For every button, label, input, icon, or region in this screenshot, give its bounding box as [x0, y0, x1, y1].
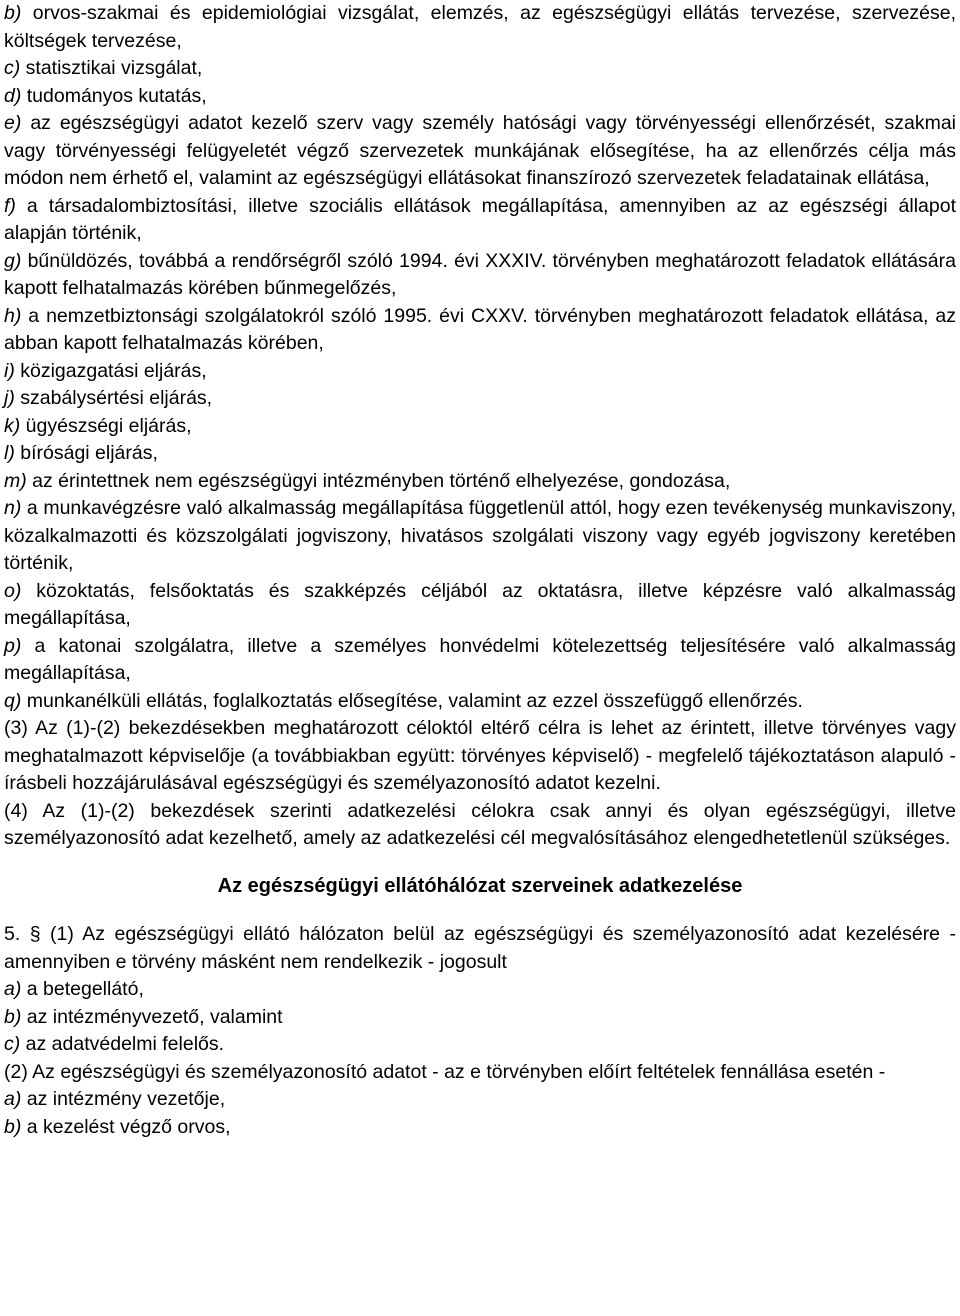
- list-item: [4, 1004, 956, 1032]
- item-text: az érintettnek nem egészségügyi intézményben történő elhelyezése, gondozása,: [32, 469, 731, 492]
- item-text: ügyészségi eljárás,: [25, 414, 192, 437]
- list-item: [4, 688, 956, 716]
- list-item: [4, 976, 956, 1004]
- item-label: h): [4, 304, 22, 327]
- list-item: [4, 110, 956, 193]
- item-text: a kezelést végző orvos,: [26, 1115, 231, 1138]
- item-label: c): [4, 1033, 21, 1055]
- paragraph-4: (4) Az (1)-(2) bekezdések szerinti adatkezelési célokra csak annyi és olyan egészségügyi, illetve személyazonosító adat kezelhető, amely az adatkezelési cél megvalósításához elengedhetetlenül szükséges.: [4, 799, 956, 849]
- item-text: az adatvédelmi felelős.: [25, 1033, 225, 1055]
- item-text: a katonai szolgálatra, illetve a személyes honvédelmi kötelezettség teljesítésére való alkalmasság megállapítása,: [4, 634, 956, 684]
- item-text: tudományos kutatás,: [26, 84, 207, 107]
- list-item: [4, 440, 956, 468]
- item-text: szabálysértési eljárás,: [20, 387, 213, 409]
- document-page: [4, 0, 956, 1141]
- list-item: [4, 358, 956, 386]
- list-item: [4, 83, 956, 111]
- item-text: az egészségügyi adatot kezelő szerv vagy személy hatósági vagy törvényességi ellenőrzését, szakmai vagy törvényességi felügyeletét végző szervezetek munkájának elősegítése, ha az ellenőrzés célja más módon nem érhető el, valamint az egészségügyi ellátásokat finanszírozó szervezetek feladatainak ellátása,: [4, 112, 956, 189]
- item-text: munkanélküli ellátás, foglalkoztatás elősegítése, valamint az ezzel összefüggő ellenőrzés.: [26, 689, 803, 712]
- list-item: [4, 303, 956, 358]
- list-item: [4, 1031, 956, 1059]
- list-item: [4, 1114, 956, 1142]
- item-text: az intézmény vezetője,: [26, 1088, 226, 1110]
- item-label: a): [4, 1088, 22, 1110]
- section-5-paragraph-2: (2) Az egészségügyi és személyazonosító adatot - az e törvényben előírt feltételek fennállása esetén -: [4, 1060, 886, 1083]
- item-text: a társadalombiztosítási, illetve szociális ellátások megállapítása, amennyiben az az egészségi állapot alapján történik,: [4, 194, 956, 244]
- purpose-list: [4, 0, 956, 715]
- item-label: p): [4, 634, 22, 657]
- paragraph-3: (3) Az (1)-(2) bekezdésekben meghatározott céloktól eltérő célra is lehet az érintett, illetve törvényes vagy meghatalmazott képviselője (a továbbiakban együtt: törvényes képviselő) - megfelelő tájékoztatáson alapuló - írásbeli hozzájárulásával egészségügyi és személyazonosító adatot kezelni.: [4, 717, 956, 794]
- item-label: g): [4, 249, 22, 272]
- list-item: [4, 413, 956, 441]
- item-label: b): [4, 1005, 22, 1028]
- access-list: [4, 1086, 956, 1141]
- item-label: n): [4, 497, 22, 519]
- item-label: l): [4, 442, 15, 464]
- item-text: az intézményvezető, valamint: [26, 1005, 283, 1028]
- list-item: [4, 578, 956, 633]
- list-item: [4, 495, 956, 578]
- list-item: [4, 468, 956, 496]
- item-label: j): [4, 387, 15, 409]
- list-item: [4, 633, 956, 688]
- item-label: a): [4, 978, 22, 1000]
- list-item: [4, 385, 956, 413]
- list-item: [4, 193, 956, 248]
- item-label: b): [4, 2, 22, 24]
- list-item: [4, 0, 956, 55]
- item-label: d): [4, 84, 22, 107]
- section-heading: Az egészségügyi ellátóhálózat szerveinek adatkezelése: [217, 874, 743, 897]
- entitled-list: [4, 976, 956, 1059]
- item-text: statisztikai vizsgálat,: [25, 57, 203, 79]
- item-text: közoktatás, felsőoktatás és szakképzés céljából az oktatásra, illetve képzésre való alkalmasság megállapítása,: [4, 579, 957, 629]
- item-label: e): [4, 112, 22, 134]
- item-text: orvos-szakmai és epidemiológiai vizsgálat, elemzés, az egészségügyi ellátás tervezése, szervezése, költségek tervezése,: [4, 2, 956, 52]
- item-label: i): [4, 359, 15, 382]
- list-item: [4, 1086, 956, 1114]
- section-5-paragraph-1: 5. § (1) Az egészségügyi ellátó hálózaton belül az egészségügyi és személyazonosító adat kezelésére - amennyiben e törvény másként nem rendelkezik - jogosult: [4, 923, 956, 973]
- item-label: o): [4, 579, 22, 602]
- item-text: bírósági eljárás,: [20, 442, 158, 464]
- item-label: c): [4, 57, 21, 79]
- item-label: q): [4, 689, 22, 712]
- item-label: k): [4, 414, 21, 437]
- item-text: a munkavégzésre való alkalmasság megállapítása függetlenül attól, hogy ezen tevékenység munkaviszony, közalkalmazotti és közszolgálati jogviszony, hivatásos szolgálati viszony vagy egyéb jogviszony keretében történik,: [4, 497, 956, 574]
- list-item: [4, 248, 956, 303]
- item-label: f): [4, 194, 16, 217]
- item-label: m): [4, 469, 27, 492]
- item-text: a nemzetbiztonsági szolgálatokról szóló 1995. évi CXXV. törvényben meghatározott feladatok ellátása, az abban kapott felhatalmazás körében,: [4, 304, 956, 354]
- item-text: a betegellátó,: [26, 978, 144, 1000]
- list-item: [4, 55, 956, 83]
- item-label: b): [4, 1115, 22, 1138]
- item-text: közigazgatási eljárás,: [20, 359, 207, 382]
- item-text: bűnüldözés, továbbá a rendőrségről szóló 1994. évi XXXIV. törvényben meghatározott feladatok ellátására kapott felhatalmazás körében bűnmegelőzés,: [4, 249, 956, 299]
